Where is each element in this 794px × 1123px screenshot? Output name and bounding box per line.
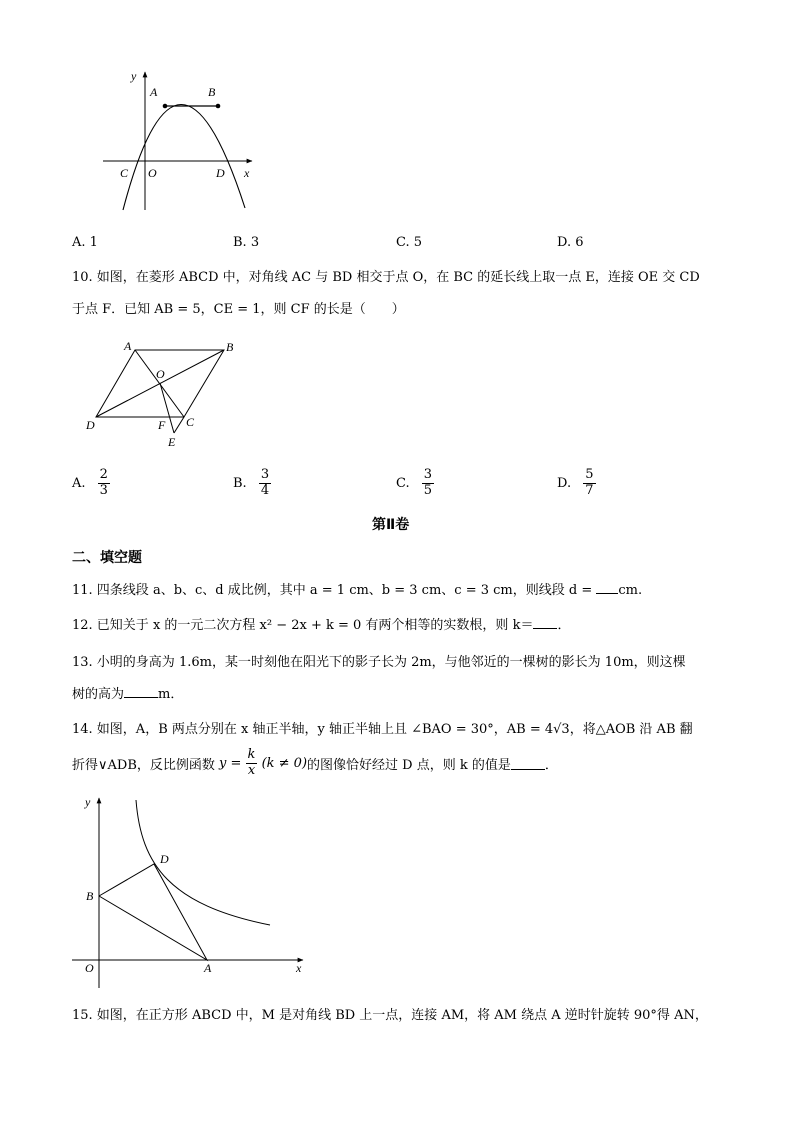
q9-option-a: A. 1 bbox=[72, 235, 98, 250]
q9-label-o: O bbox=[148, 166, 157, 180]
q11-text: 11. 四条线段 a、b、c、d 成比例，其中 a = 1 cm、b = 3 cm、c = 3 cm，则线段 d = bbox=[72, 583, 597, 598]
volume-title: 第Ⅱ卷 bbox=[372, 517, 410, 533]
q14-question-line1: 14. 如图，A，B 两点分别在 x 轴正半轴，y 轴正半轴上且 ∠BAO = 30°，AB = 4√3，将△AOB 沿 AB 翻 bbox=[72, 722, 693, 737]
q9-label-c: C bbox=[120, 166, 129, 180]
q14-end: ． bbox=[544, 757, 558, 773]
q14-func-lhs: y = bbox=[219, 755, 242, 771]
q9-label-b: B bbox=[208, 85, 216, 99]
q10-option-c-letter: C. bbox=[396, 475, 410, 491]
q10-option-a-letter: A. bbox=[72, 475, 86, 491]
q14-func-den: x bbox=[247, 762, 256, 778]
q13-unit: m． bbox=[158, 687, 184, 702]
q9-label-x: x bbox=[244, 166, 250, 180]
q14-label-a: A bbox=[204, 961, 212, 975]
q14-label-b: B bbox=[86, 889, 94, 903]
q13-question-line1: 13. 小明的身高为 1.6m，某一时刻他在阳光下的影子长为 2m，与他邻近的一棵树的影长为 10m，则这棵 bbox=[72, 655, 686, 670]
q10-option-c-num: 3 bbox=[423, 467, 433, 482]
q10-option-a-den: 3 bbox=[99, 482, 108, 498]
q10-label-c: C bbox=[186, 415, 195, 429]
q10-question-line2: 于点 F．已知 AB = 5，CE = 1，则 CF 的长是（ ） bbox=[72, 302, 405, 317]
q9-option-c: C. 5 bbox=[396, 235, 423, 250]
q14-func-num: k bbox=[247, 747, 256, 762]
q10-option-a-num: 2 bbox=[99, 467, 108, 482]
q10-label-b: B bbox=[226, 340, 234, 354]
q14-text-a: 折得∨ADB，反比例函数 bbox=[72, 757, 215, 773]
q14-hyperbola bbox=[136, 800, 270, 925]
q15-question-line1: 15. 如图，在正方形 ABCD 中，M 是对角线 BD 上一点，连接 AM，将 AM 绕点 A 逆时针旋转 90°得 AN， bbox=[72, 1008, 708, 1023]
q14-label-y: y bbox=[85, 795, 91, 809]
q10-label-a: A bbox=[124, 339, 132, 353]
q10-option-c-den: 5 bbox=[423, 482, 433, 498]
q14-label-x: x bbox=[296, 961, 302, 975]
q12-end: ． bbox=[557, 618, 571, 633]
q14-text-b: 的图像恰好经过 D 点，则 k 的值是 bbox=[307, 757, 511, 773]
q10-question-line1: 10. 如图，在菱形 ABCD 中，对角线 AC 与 BD 相交于点 O，在 BC 的延长线上取一点 E，连接 OE 交 CD bbox=[72, 270, 700, 285]
q10-option-d-den: 7 bbox=[585, 482, 594, 498]
q10-option-d-num: 5 bbox=[585, 467, 594, 482]
q14-label-d: D bbox=[160, 852, 169, 866]
q14-triangle-adb bbox=[99, 864, 207, 960]
q11-unit: cm. bbox=[618, 583, 643, 598]
q13-text: 树的高为 bbox=[72, 687, 125, 702]
q9-label-a: A bbox=[150, 85, 158, 99]
q10-label-e: E bbox=[168, 435, 176, 449]
q10-option-b-letter: B. bbox=[233, 475, 247, 491]
q10-label-o: O bbox=[156, 367, 165, 381]
q9-option-b: B. 3 bbox=[233, 235, 260, 250]
q14-func-cond: (k ≠ 0) bbox=[261, 755, 308, 771]
q9-label-y: y bbox=[131, 69, 137, 83]
section-title: 二、填空题 bbox=[72, 550, 142, 566]
q10-option-d-letter: D. bbox=[557, 475, 572, 491]
q9-option-d: D. 6 bbox=[557, 235, 584, 250]
q9-label-d: D bbox=[216, 166, 225, 180]
q12-text: 12. 已知关于 x 的一元二次方程 x² − 2x + k = 0 有两个相等的实数根，则 k＝ bbox=[72, 618, 534, 633]
q10-option-b-num: 3 bbox=[260, 467, 270, 482]
q10-label-f: F bbox=[158, 418, 166, 432]
q14-label-o: O bbox=[85, 961, 94, 975]
q10-option-b-den: 4 bbox=[260, 482, 270, 498]
q10-label-d: D bbox=[86, 418, 95, 432]
